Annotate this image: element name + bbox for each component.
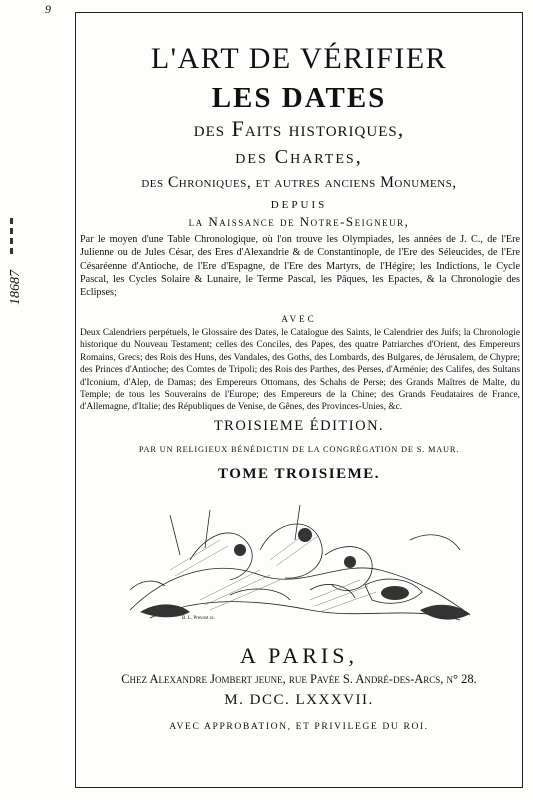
title-line-4: des Chartes, xyxy=(235,146,363,168)
imprint-year: M. DCC. LXXXVII. xyxy=(224,692,374,708)
edition-line: TROISIEME ÉDITION. xyxy=(213,418,385,434)
title-line-3: des Faits historiques, xyxy=(193,116,405,141)
imprint-publisher: Chez Alexandre Jombert jeune, rue Pavée S. André-des-Arcs, n° 28. xyxy=(121,672,477,686)
title-line-1: L'ART DE VÉRIFIER xyxy=(150,42,448,75)
title-line-2: LES DATES xyxy=(211,82,387,114)
avec-label: AVEC xyxy=(281,314,317,324)
handwritten-margin-note: 18687 xyxy=(8,270,23,305)
margin-dash-marks xyxy=(10,218,13,258)
contents-paragraph: Deux Calendriers perpétuels, le Glossaire des Dates, le Catalogue des Saints, le Calendrier des Juifs; la Chronologie historique du Nouveau Testament; celles des Conciles, des Papes, des quatre Patriarches d'Orient, des Empereurs Romains, Grecs; des Rois des Huns, des Vandales, des Goths, des Lombards, des Bulgares, de Jérusalem, de Chypre; des Princes d'Antioche; des Comtes de Tripoli; des Rois des Parthes, des Perses, d'Arménie; des Califes, des Sultans d'Iconium, d'Alep, de Damas; des Empereurs Ottomans, des Schahs de Perse; des Grands Maîtres de Malte, du Temple; de tous les Souverains de l'Europe; des Empereurs de la Chine; des Grands Feudataires de France, d'Allemagne, d'Italie; des Républiques de Venise, de Gênes, des Provinces-Unies, &c. xyxy=(80,328,520,413)
imprint-city: A PARIS, xyxy=(239,643,358,668)
engraved-vignette xyxy=(110,500,490,630)
intro-paragraph: Par le moyen d'une Table Chronologique, où l'on trouve les Olympiades, les années de J. C., de l'Ere Julienne ou de Jules César, des Eres d'Alexandrie & de Constantinople, de l'Ere des Séleucides, de l'Ere Césaréenne d'Antioche, de l'Ere d'Espagne, de l'Ere des Martyrs, de l'Hégire; les Indictions, le Cycle Pascal, les Cycles Solaire & Lunaire, le Terme Pascal, les Pâques, les Epactes, & la Chronologie des Eclipses; xyxy=(80,234,520,299)
title-line-5: des Chroniques, et autres anciens Monumens, xyxy=(141,174,457,191)
title-line-7: la Naissance de Notre-Seigneur, xyxy=(188,214,410,229)
engraver-signature: B. L. Prevost sc. xyxy=(182,616,216,621)
tome-line: TOME TROISIEME. xyxy=(218,466,380,482)
title-line-6: DEPUIS xyxy=(270,199,328,211)
author-line: PAR UN RELIGIEUX BÉNÉDICTIN DE LA CONGRÉGATION DE S. MAUR. xyxy=(138,445,460,454)
approbation-line: AVEC APPROBATION, ET PRIVILEGE DU ROI. xyxy=(169,721,429,732)
page-corner-mark: 9 xyxy=(45,2,51,16)
